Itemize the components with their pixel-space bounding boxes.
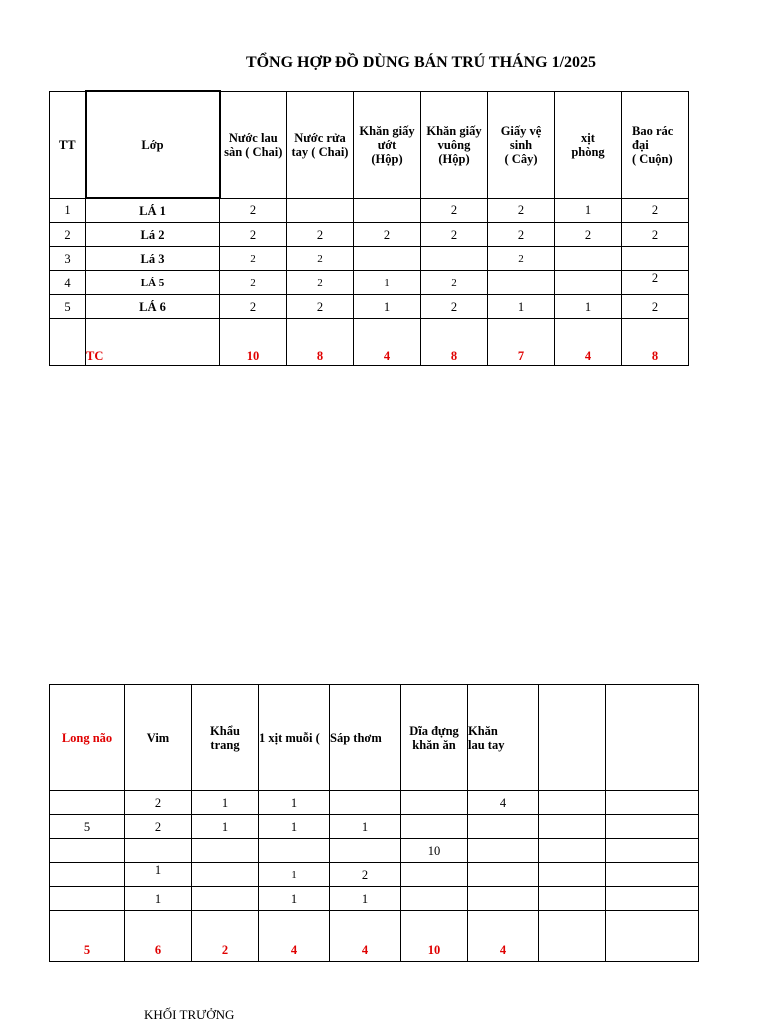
header-dia-dung-khan-an: Dĩa đựng khăn ăn bbox=[401, 685, 468, 791]
cell: 1 bbox=[259, 791, 330, 815]
cell: 5 bbox=[50, 295, 86, 319]
cell bbox=[259, 839, 330, 863]
class-name: Lá 3 bbox=[86, 247, 220, 271]
cell: 2 bbox=[287, 271, 354, 295]
cell bbox=[606, 887, 699, 911]
cell bbox=[50, 863, 125, 887]
header-lop: Lớp bbox=[86, 91, 220, 198]
header-nuoc-rua-tay: Nước rửa tay ( Chai) bbox=[287, 91, 354, 198]
total-cell bbox=[606, 911, 699, 962]
cell: 2 bbox=[287, 223, 354, 247]
cell bbox=[606, 815, 699, 839]
cell bbox=[468, 815, 539, 839]
cell: 2 bbox=[622, 198, 689, 223]
total-cell: 10 bbox=[220, 319, 287, 366]
header-khan-giay-uot: Khăn giấy ướt (Hộp) bbox=[354, 91, 421, 198]
summary-table bbox=[49, 90, 689, 366]
header-empty bbox=[539, 685, 606, 791]
total-row bbox=[50, 911, 699, 962]
total-cell: 8 bbox=[421, 319, 488, 366]
cell: 10 bbox=[401, 839, 468, 863]
cell bbox=[401, 791, 468, 815]
cell: 3 bbox=[50, 247, 86, 271]
cell bbox=[287, 198, 354, 223]
cell bbox=[488, 271, 555, 295]
cell: 1 bbox=[50, 198, 86, 223]
table-row bbox=[50, 887, 699, 911]
total-cell: 6 bbox=[125, 911, 192, 962]
total-row bbox=[50, 319, 689, 366]
cell: 2 bbox=[330, 863, 401, 887]
cell bbox=[401, 887, 468, 911]
cell: 2 bbox=[125, 791, 192, 815]
cell: 2 bbox=[220, 223, 287, 247]
signature-label: KHỐI TRƯỞNG bbox=[144, 1007, 235, 1022]
cell bbox=[192, 863, 259, 887]
cell: 1 bbox=[125, 887, 192, 911]
cell: 2 bbox=[488, 198, 555, 223]
cell: 2 bbox=[220, 198, 287, 223]
header-nuoc-lau-san: Nước lau sàn ( Chai) bbox=[220, 91, 287, 198]
cell bbox=[50, 791, 125, 815]
cell bbox=[539, 887, 606, 911]
header-khau-trang: Khẩu trang bbox=[192, 685, 259, 791]
cell bbox=[606, 791, 699, 815]
table-row bbox=[50, 791, 699, 815]
cell: 1 bbox=[354, 271, 421, 295]
class-name: LÁ 5 bbox=[86, 271, 220, 295]
cell bbox=[468, 863, 539, 887]
cell: 2 bbox=[488, 247, 555, 271]
cell: 2 bbox=[354, 223, 421, 247]
header-tt: TT bbox=[50, 91, 86, 198]
cell: 1 bbox=[354, 295, 421, 319]
table-row bbox=[50, 815, 699, 839]
cell bbox=[539, 863, 606, 887]
total-cell: 2 bbox=[192, 911, 259, 962]
header-bao-rac: Bao rác đại ( Cuộn) bbox=[622, 91, 689, 198]
table-row bbox=[50, 295, 689, 319]
cell: 2 bbox=[50, 223, 86, 247]
cell: 1 bbox=[555, 295, 622, 319]
cell: 2 bbox=[421, 271, 488, 295]
header-xit-muoi: 1 xịt muỗi ( bbox=[259, 685, 330, 791]
supplies-table bbox=[49, 684, 699, 962]
cell bbox=[606, 839, 699, 863]
header-sap-thom: Sáp thơm bbox=[330, 685, 401, 791]
table-row bbox=[50, 271, 689, 295]
total-cell: 4 bbox=[555, 319, 622, 366]
cell: 4 bbox=[50, 271, 86, 295]
table-row bbox=[50, 198, 689, 223]
cell: 2 bbox=[125, 815, 192, 839]
cell: 1 bbox=[192, 791, 259, 815]
cell bbox=[539, 839, 606, 863]
cell bbox=[354, 198, 421, 223]
cell: 2 bbox=[220, 247, 287, 271]
cell bbox=[192, 887, 259, 911]
table-row bbox=[50, 863, 699, 887]
cell bbox=[50, 887, 125, 911]
cell: 1 bbox=[192, 815, 259, 839]
cell: 5 bbox=[50, 815, 125, 839]
cell: 2 bbox=[488, 223, 555, 247]
table-row bbox=[50, 223, 689, 247]
cell: 1 bbox=[330, 815, 401, 839]
cell bbox=[421, 247, 488, 271]
cell: 2 bbox=[220, 295, 287, 319]
table-row bbox=[50, 247, 689, 271]
total-cell: 4 bbox=[259, 911, 330, 962]
header-giay-ve-sinh: Giấy vệ sinh ( Cây) bbox=[488, 91, 555, 198]
header-empty bbox=[606, 685, 699, 791]
cell bbox=[354, 247, 421, 271]
total-cell: 8 bbox=[287, 319, 354, 366]
cell: 1 bbox=[259, 815, 330, 839]
cell: 4 bbox=[468, 791, 539, 815]
total-cell: 4 bbox=[468, 911, 539, 962]
table-row bbox=[50, 839, 699, 863]
cell bbox=[606, 863, 699, 887]
class-name: LÁ 1 bbox=[86, 198, 220, 223]
total-cell: 5 bbox=[50, 911, 125, 962]
cell bbox=[192, 839, 259, 863]
cell bbox=[555, 247, 622, 271]
total-cell: 8 bbox=[622, 319, 689, 366]
total-cell: 7 bbox=[488, 319, 555, 366]
total-cell: 10 bbox=[401, 911, 468, 962]
cell: 2 bbox=[421, 198, 488, 223]
total-cell bbox=[539, 911, 606, 962]
cell: 2 bbox=[287, 247, 354, 271]
total-cell: 4 bbox=[330, 911, 401, 962]
header-xit-phong: xịt phòng bbox=[555, 91, 622, 198]
cell bbox=[468, 887, 539, 911]
cell: 1 bbox=[488, 295, 555, 319]
table-header-row bbox=[50, 685, 699, 791]
cell bbox=[330, 791, 401, 815]
cell: 2 bbox=[421, 223, 488, 247]
table-header-row bbox=[50, 91, 689, 198]
cell bbox=[125, 839, 192, 863]
cell: 1 bbox=[259, 863, 330, 887]
cell bbox=[401, 863, 468, 887]
header-khan-lau-tay: Khăn lau tay bbox=[468, 685, 539, 791]
cell: 2 bbox=[622, 223, 689, 247]
header-long-nao: Long não bbox=[50, 685, 125, 791]
cell: 2 bbox=[421, 295, 488, 319]
cell bbox=[468, 839, 539, 863]
cell bbox=[401, 815, 468, 839]
header-vim: Vim bbox=[125, 685, 192, 791]
cell: 2 bbox=[622, 271, 689, 295]
page-title: TỔNG HỢP ĐỒ DÙNG BÁN TRÚ THÁNG 1/2025 bbox=[245, 54, 597, 71]
cell bbox=[539, 791, 606, 815]
cell: 2 bbox=[555, 223, 622, 247]
total-label: TC bbox=[86, 319, 220, 366]
cell bbox=[50, 839, 125, 863]
cell: 2 bbox=[622, 295, 689, 319]
class-name: LÁ 6 bbox=[86, 295, 220, 319]
cell bbox=[50, 319, 86, 366]
cell: 1 bbox=[330, 887, 401, 911]
total-cell: 4 bbox=[354, 319, 421, 366]
cell bbox=[555, 271, 622, 295]
cell: 2 bbox=[220, 271, 287, 295]
header-khan-giay-vuong: Khăn giấy vuông (Hộp) bbox=[421, 91, 488, 198]
cell: 1 bbox=[125, 863, 192, 887]
cell: 1 bbox=[555, 198, 622, 223]
cell: 1 bbox=[259, 887, 330, 911]
class-name: Lá 2 bbox=[86, 223, 220, 247]
cell: 2 bbox=[287, 295, 354, 319]
cell bbox=[330, 839, 401, 863]
cell bbox=[622, 247, 689, 271]
cell bbox=[539, 815, 606, 839]
